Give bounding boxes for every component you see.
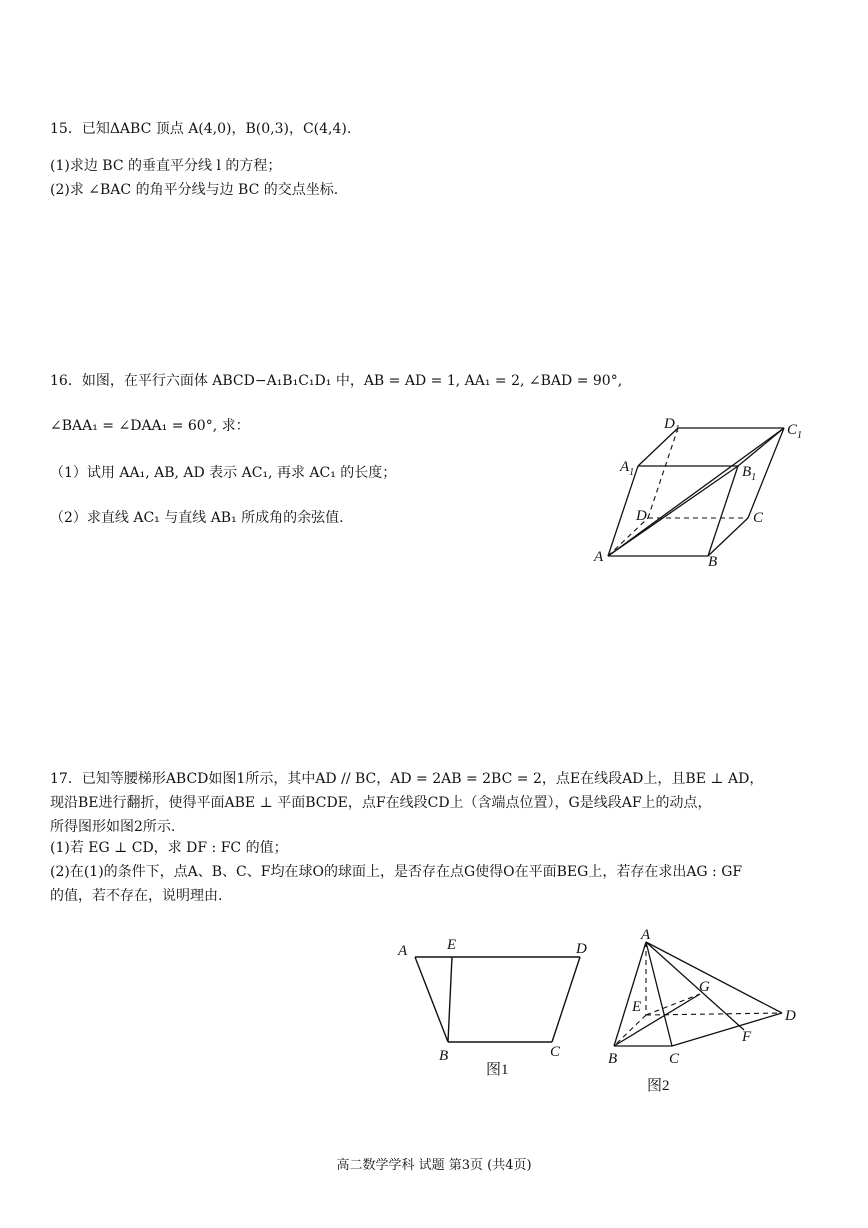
q16-part2: （2）求直线 AC₁ 与直线 AB₁ 所成角的余弦值. [50, 510, 344, 526]
q17-part2a: (2)在(1)的条件下，点A、B、C、F均在球O的球面上，是否存在点G使得O在平面BEG上，若存在求出AG : GF [50, 864, 743, 880]
label-D1: $D_1$ [664, 416, 680, 435]
fig1-caption: 图1 [486, 1062, 509, 1078]
q17-line1: 17．已知等腰梯形ABCD如图1所示，其中AD // BC，AD = 2AB = 2BC = 2，点E在线段AD上，且BE ⊥ AD， [50, 771, 764, 787]
q15-part2: (2)求 ∠BAC 的角平分线与边 BC 的交点坐标. [50, 182, 339, 198]
label-A: A [594, 549, 604, 565]
label-C: C [753, 510, 764, 526]
parallelepiped-figure [588, 408, 818, 578]
q16-line2: ∠BAA₁ = ∠DAA₁ = 60°, 求： [50, 418, 250, 434]
q17-line2: 现沿BE进行翻折，使得平面ABE ⊥ 平面BCDE，点F在线段CD上（含端点位置），G是线段AF上的动点， [50, 795, 712, 811]
fig1-label-B: B [439, 1048, 449, 1064]
fig2-caption: 图2 [647, 1078, 670, 1094]
fig2-label-B: B [608, 1051, 618, 1067]
label-B: B [708, 554, 718, 570]
q16-part1: （1）试用 AA₁, AB, AD 表示 AC₁, 再求 AC₁ 的长度； [50, 465, 397, 481]
q16-line1: 16．如图，在平行六面体 ABCD−A₁B₁C₁D₁ 中，AB = AD = 1, AA₁ = 2, ∠BAD = 90°, [50, 373, 623, 389]
label-D: D [636, 508, 647, 524]
q15-part1: (1)求边 BC 的垂直平分线 l 的方程； [50, 158, 282, 174]
fig1-label-A: A [398, 943, 408, 959]
fig2-label-G: G [699, 979, 710, 995]
fig2-label-A: A [641, 927, 651, 943]
fig2-label-E: E [632, 999, 642, 1015]
fig1-label-E: E [447, 937, 457, 953]
pyramid-figure-2 [600, 922, 810, 1102]
label-B1: $B_1$ [742, 464, 757, 483]
fig2-label-F: F [742, 1029, 752, 1045]
fig1-label-D: D [576, 941, 587, 957]
page-footer: 高二数学学科 试题 第3页 (共4页) [336, 1158, 532, 1173]
trapezoid-figure-1 [390, 930, 600, 1080]
fig1-label-C: C [550, 1044, 561, 1060]
q17-part1: (1)若 EG ⊥ CD，求 DF : FC 的值； [50, 840, 288, 856]
q17-line3: 所得图形如图2所示. [50, 819, 176, 835]
label-C1: $C_1$ [787, 422, 803, 441]
fig2-label-C: C [669, 1051, 680, 1067]
q15-title: 15．已知ΔABC 顶点 A(4,0)，B(0,3)，C(4,4). [50, 121, 352, 137]
fig2-label-D: D [785, 1008, 796, 1024]
q17-part2b: 的值，若不存在，说明理由. [50, 888, 223, 904]
label-A1: $A_1$ [620, 459, 635, 478]
